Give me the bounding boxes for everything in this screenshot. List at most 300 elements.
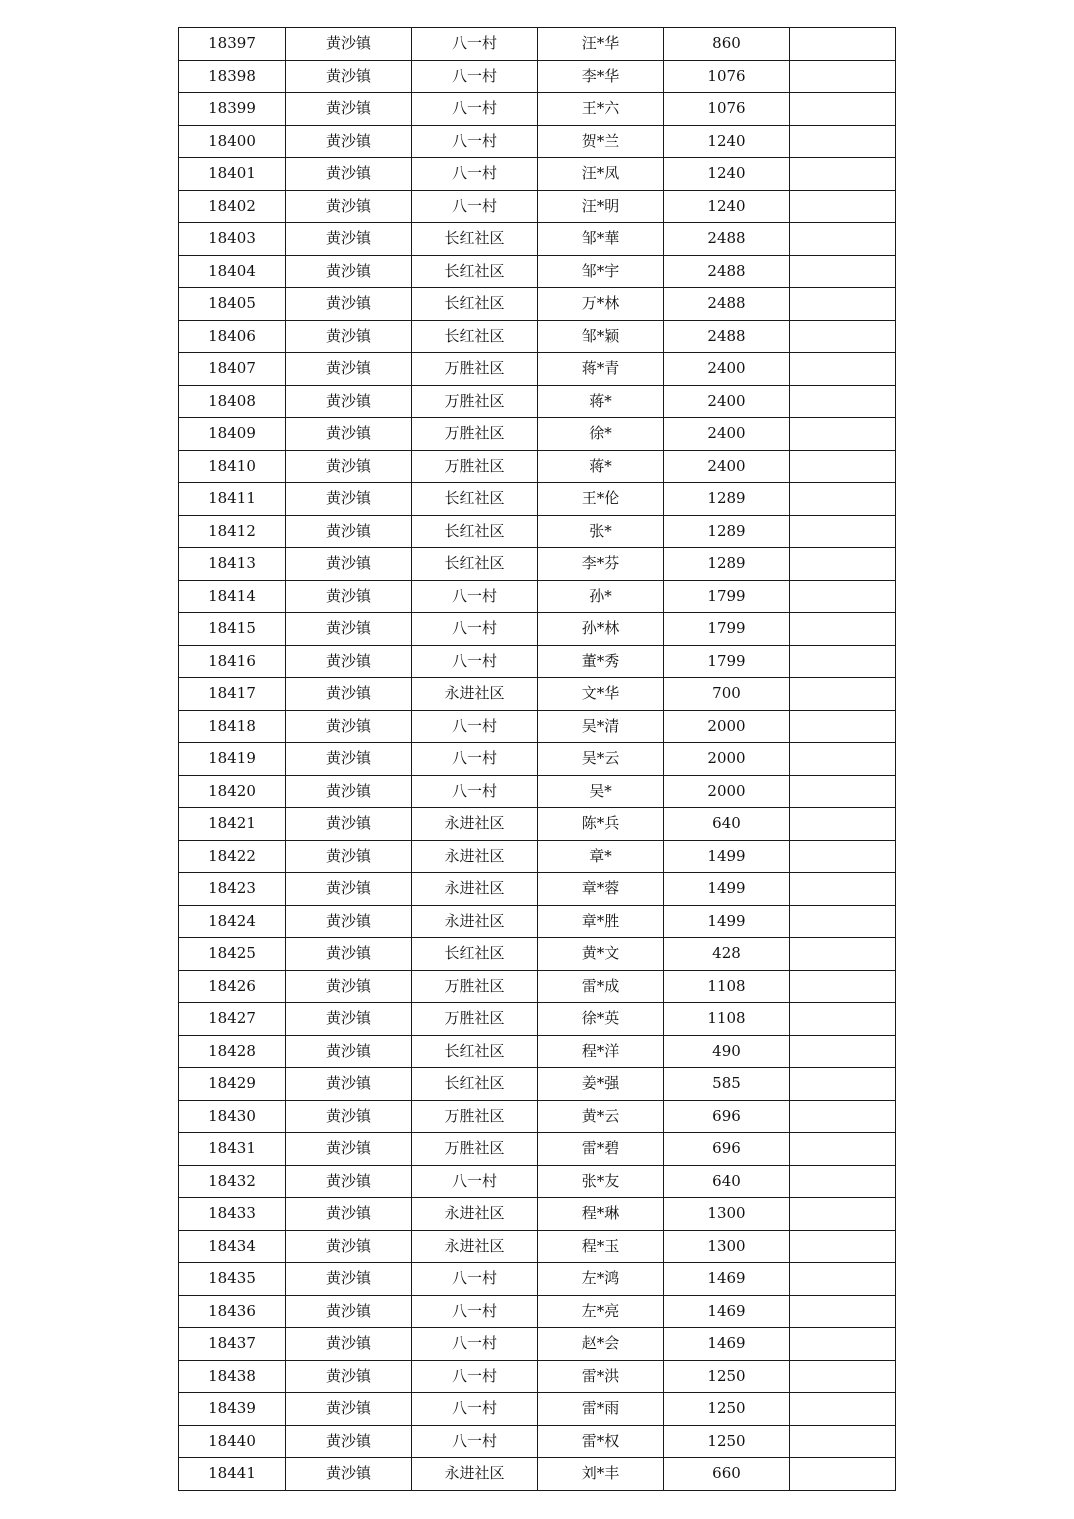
note-cell [790,1360,896,1393]
town-cell: 黄沙镇 [286,1295,412,1328]
serial-number-cell: 18419 [179,743,286,776]
amount-cell: 860 [664,28,790,61]
name-cell: 贺*兰 [538,125,664,158]
table-row [179,1393,896,1426]
table-row [179,1263,896,1296]
amount-cell: 490 [664,1035,790,1068]
serial-number-cell: 18417 [179,678,286,711]
village-cell: 八一村 [412,125,538,158]
village-cell: 永进社区 [412,1198,538,1231]
village-cell: 八一村 [412,645,538,678]
note-cell [790,1458,896,1491]
town-cell: 黄沙镇 [286,28,412,61]
note-cell [790,1328,896,1361]
village-cell: 永进社区 [412,840,538,873]
village-cell: 万胜社区 [412,353,538,386]
table-row [179,1295,896,1328]
name-cell: 邹*宇 [538,255,664,288]
name-cell: 章*胜 [538,905,664,938]
table-row [179,288,896,321]
serial-number-cell: 18428 [179,1035,286,1068]
town-cell: 黄沙镇 [286,320,412,353]
amount-cell: 2000 [664,710,790,743]
town-cell: 黄沙镇 [286,1165,412,1198]
name-cell: 黄*云 [538,1100,664,1133]
serial-number-cell: 18414 [179,580,286,613]
name-cell: 邹*華 [538,223,664,256]
note-cell [790,418,896,451]
table-row [179,450,896,483]
name-cell: 李*芬 [538,548,664,581]
note-cell [790,125,896,158]
records-table-body [179,28,896,1491]
name-cell: 吴*云 [538,743,664,776]
note-cell [790,450,896,483]
serial-number-cell: 18420 [179,775,286,808]
note-cell [790,1230,896,1263]
town-cell: 黄沙镇 [286,190,412,223]
name-cell: 李*华 [538,60,664,93]
table-row [179,970,896,1003]
table-row [179,710,896,743]
town-cell: 黄沙镇 [286,938,412,971]
amount-cell: 660 [664,1458,790,1491]
serial-number-cell: 18415 [179,613,286,646]
note-cell [790,1425,896,1458]
village-cell: 万胜社区 [412,970,538,1003]
note-cell [790,515,896,548]
table-row [179,320,896,353]
name-cell: 蒋* [538,450,664,483]
name-cell: 黄*文 [538,938,664,971]
serial-number-cell: 18427 [179,1003,286,1036]
town-cell: 黄沙镇 [286,255,412,288]
note-cell [790,1133,896,1166]
serial-number-cell: 18435 [179,1263,286,1296]
note-cell [790,938,896,971]
village-cell: 长红社区 [412,515,538,548]
serial-number-cell: 18421 [179,808,286,841]
village-cell: 万胜社区 [412,418,538,451]
table-row [179,158,896,191]
name-cell: 董*秀 [538,645,664,678]
town-cell: 黄沙镇 [286,483,412,516]
village-cell: 八一村 [412,775,538,808]
amount-cell: 1300 [664,1198,790,1231]
amount-cell: 1499 [664,873,790,906]
village-cell: 万胜社区 [412,1100,538,1133]
name-cell: 张* [538,515,664,548]
town-cell: 黄沙镇 [286,1425,412,1458]
village-cell: 八一村 [412,613,538,646]
village-cell: 长红社区 [412,1068,538,1101]
table-row [179,483,896,516]
town-cell: 黄沙镇 [286,385,412,418]
note-cell [790,93,896,126]
town-cell: 黄沙镇 [286,808,412,841]
town-cell: 黄沙镇 [286,645,412,678]
table-row [179,775,896,808]
table-row [179,1035,896,1068]
amount-cell: 700 [664,678,790,711]
town-cell: 黄沙镇 [286,710,412,743]
table-row [179,548,896,581]
town-cell: 黄沙镇 [286,580,412,613]
serial-number-cell: 18437 [179,1328,286,1361]
serial-number-cell: 18397 [179,28,286,61]
amount-cell: 1240 [664,158,790,191]
table-row [179,418,896,451]
table-row [179,1133,896,1166]
serial-number-cell: 18432 [179,1165,286,1198]
note-cell [790,775,896,808]
name-cell: 程*琳 [538,1198,664,1231]
note-cell [790,190,896,223]
amount-cell: 2000 [664,743,790,776]
name-cell: 章* [538,840,664,873]
note-cell [790,1295,896,1328]
town-cell: 黄沙镇 [286,1458,412,1491]
town-cell: 黄沙镇 [286,515,412,548]
village-cell: 长红社区 [412,548,538,581]
name-cell: 文*华 [538,678,664,711]
amount-cell: 2400 [664,450,790,483]
name-cell: 王*伦 [538,483,664,516]
village-cell: 永进社区 [412,1458,538,1491]
serial-number-cell: 18402 [179,190,286,223]
village-cell: 八一村 [412,743,538,776]
name-cell: 邹*颖 [538,320,664,353]
table-row [179,905,896,938]
note-cell [790,60,896,93]
note-cell [790,905,896,938]
name-cell: 汪*华 [538,28,664,61]
table-row [179,645,896,678]
village-cell: 八一村 [412,60,538,93]
serial-number-cell: 18401 [179,158,286,191]
name-cell: 雷*成 [538,970,664,1003]
table-row [179,353,896,386]
town-cell: 黄沙镇 [286,60,412,93]
serial-number-cell: 18413 [179,548,286,581]
name-cell: 万*林 [538,288,664,321]
note-cell [790,710,896,743]
village-cell: 万胜社区 [412,1133,538,1166]
village-cell: 八一村 [412,1425,538,1458]
note-cell [790,678,896,711]
note-cell [790,613,896,646]
amount-cell: 1076 [664,93,790,126]
serial-number-cell: 18411 [179,483,286,516]
town-cell: 黄沙镇 [286,223,412,256]
town-cell: 黄沙镇 [286,288,412,321]
name-cell: 汪*凤 [538,158,664,191]
serial-number-cell: 18405 [179,288,286,321]
village-cell: 八一村 [412,93,538,126]
name-cell: 张*友 [538,1165,664,1198]
serial-number-cell: 18440 [179,1425,286,1458]
table-row [179,1328,896,1361]
table-row [179,938,896,971]
village-cell: 八一村 [412,1165,538,1198]
amount-cell: 2488 [664,255,790,288]
village-cell: 长红社区 [412,1035,538,1068]
town-cell: 黄沙镇 [286,1100,412,1133]
village-cell: 长红社区 [412,223,538,256]
name-cell: 汪*明 [538,190,664,223]
name-cell: 蒋*青 [538,353,664,386]
amount-cell: 1499 [664,840,790,873]
serial-number-cell: 18434 [179,1230,286,1263]
note-cell [790,645,896,678]
note-cell [790,320,896,353]
village-cell: 永进社区 [412,873,538,906]
amount-cell: 1108 [664,970,790,1003]
village-cell: 八一村 [412,28,538,61]
town-cell: 黄沙镇 [286,1133,412,1166]
amount-cell: 1469 [664,1263,790,1296]
note-cell [790,970,896,1003]
name-cell: 章*蓉 [538,873,664,906]
amount-cell: 1250 [664,1393,790,1426]
amount-cell: 1799 [664,580,790,613]
name-cell: 左*鸿 [538,1263,664,1296]
table-row [179,1230,896,1263]
town-cell: 黄沙镇 [286,775,412,808]
name-cell: 姜*强 [538,1068,664,1101]
town-cell: 黄沙镇 [286,613,412,646]
amount-cell: 1240 [664,125,790,158]
serial-number-cell: 18412 [179,515,286,548]
serial-number-cell: 18407 [179,353,286,386]
amount-cell: 1289 [664,548,790,581]
amount-cell: 2400 [664,353,790,386]
name-cell: 孙*林 [538,613,664,646]
village-cell: 八一村 [412,190,538,223]
town-cell: 黄沙镇 [286,93,412,126]
amount-cell: 1289 [664,483,790,516]
name-cell: 雷*权 [538,1425,664,1458]
serial-number-cell: 18408 [179,385,286,418]
amount-cell: 2400 [664,385,790,418]
village-cell: 八一村 [412,1393,538,1426]
village-cell: 长红社区 [412,483,538,516]
town-cell: 黄沙镇 [286,1230,412,1263]
serial-number-cell: 18431 [179,1133,286,1166]
name-cell: 程*玉 [538,1230,664,1263]
village-cell: 长红社区 [412,255,538,288]
village-cell: 永进社区 [412,678,538,711]
note-cell [790,1068,896,1101]
table-row [179,223,896,256]
serial-number-cell: 18410 [179,450,286,483]
name-cell: 徐*英 [538,1003,664,1036]
serial-number-cell: 18416 [179,645,286,678]
village-cell: 永进社区 [412,905,538,938]
note-cell [790,223,896,256]
table-row [179,1100,896,1133]
table-row [179,840,896,873]
serial-number-cell: 18441 [179,1458,286,1491]
village-cell: 万胜社区 [412,450,538,483]
table-row [179,93,896,126]
amount-cell: 2000 [664,775,790,808]
note-cell [790,808,896,841]
note-cell [790,1165,896,1198]
town-cell: 黄沙镇 [286,1393,412,1426]
table-row [179,873,896,906]
village-cell: 长红社区 [412,288,538,321]
amount-cell: 1240 [664,190,790,223]
town-cell: 黄沙镇 [286,1263,412,1296]
amount-cell: 585 [664,1068,790,1101]
town-cell: 黄沙镇 [286,840,412,873]
table-row [179,190,896,223]
village-cell: 万胜社区 [412,385,538,418]
name-cell: 雷*雨 [538,1393,664,1426]
note-cell [790,840,896,873]
village-cell: 八一村 [412,1263,538,1296]
amount-cell: 1499 [664,905,790,938]
village-cell: 八一村 [412,1328,538,1361]
table-row [179,60,896,93]
town-cell: 黄沙镇 [286,743,412,776]
amount-cell: 2400 [664,418,790,451]
table-row [179,28,896,61]
serial-number-cell: 18398 [179,60,286,93]
note-cell [790,1003,896,1036]
village-cell: 八一村 [412,710,538,743]
note-cell [790,1198,896,1231]
town-cell: 黄沙镇 [286,353,412,386]
name-cell: 蒋* [538,385,664,418]
town-cell: 黄沙镇 [286,1035,412,1068]
note-cell [790,1393,896,1426]
note-cell [790,255,896,288]
town-cell: 黄沙镇 [286,1360,412,1393]
name-cell: 左*亮 [538,1295,664,1328]
table-row [179,515,896,548]
serial-number-cell: 18424 [179,905,286,938]
name-cell: 雷*碧 [538,1133,664,1166]
note-cell [790,483,896,516]
note-cell [790,1263,896,1296]
village-cell: 长红社区 [412,320,538,353]
amount-cell: 1300 [664,1230,790,1263]
note-cell [790,288,896,321]
serial-number-cell: 18433 [179,1198,286,1231]
serial-number-cell: 18430 [179,1100,286,1133]
amount-cell: 1799 [664,613,790,646]
amount-cell: 2488 [664,223,790,256]
village-cell: 永进社区 [412,808,538,841]
name-cell: 刘*丰 [538,1458,664,1491]
serial-number-cell: 18429 [179,1068,286,1101]
village-cell: 永进社区 [412,1230,538,1263]
note-cell [790,353,896,386]
name-cell: 孙* [538,580,664,613]
name-cell: 程*洋 [538,1035,664,1068]
village-cell: 长红社区 [412,938,538,971]
town-cell: 黄沙镇 [286,450,412,483]
amount-cell: 1108 [664,1003,790,1036]
table-row [179,808,896,841]
town-cell: 黄沙镇 [286,1068,412,1101]
town-cell: 黄沙镇 [286,678,412,711]
note-cell [790,158,896,191]
serial-number-cell: 18436 [179,1295,286,1328]
amount-cell: 2488 [664,320,790,353]
note-cell [790,385,896,418]
amount-cell: 1289 [664,515,790,548]
town-cell: 黄沙镇 [286,873,412,906]
town-cell: 黄沙镇 [286,158,412,191]
name-cell: 赵*会 [538,1328,664,1361]
town-cell: 黄沙镇 [286,418,412,451]
town-cell: 黄沙镇 [286,1328,412,1361]
table-row [179,1458,896,1491]
amount-cell: 1076 [664,60,790,93]
table-row [179,613,896,646]
serial-number-cell: 18422 [179,840,286,873]
name-cell: 吴*清 [538,710,664,743]
table-row [179,125,896,158]
records-table [178,27,896,1491]
table-row [179,1003,896,1036]
serial-number-cell: 18404 [179,255,286,288]
serial-number-cell: 18439 [179,1393,286,1426]
serial-number-cell: 18406 [179,320,286,353]
table-row [179,1165,896,1198]
amount-cell: 1250 [664,1425,790,1458]
amount-cell: 1799 [664,645,790,678]
table-row [179,1360,896,1393]
table-row [179,255,896,288]
note-cell [790,1100,896,1133]
name-cell: 徐* [538,418,664,451]
note-cell [790,1035,896,1068]
table-row [179,385,896,418]
serial-number-cell: 18399 [179,93,286,126]
amount-cell: 640 [664,808,790,841]
table-row [179,1425,896,1458]
amount-cell: 1469 [664,1295,790,1328]
serial-number-cell: 18426 [179,970,286,1003]
village-cell: 八一村 [412,1360,538,1393]
table-row [179,678,896,711]
name-cell: 吴* [538,775,664,808]
note-cell [790,548,896,581]
town-cell: 黄沙镇 [286,125,412,158]
amount-cell: 2488 [664,288,790,321]
town-cell: 黄沙镇 [286,905,412,938]
town-cell: 黄沙镇 [286,548,412,581]
village-cell: 万胜社区 [412,1003,538,1036]
table-row [179,1068,896,1101]
village-cell: 八一村 [412,580,538,613]
serial-number-cell: 18425 [179,938,286,971]
note-cell [790,580,896,613]
town-cell: 黄沙镇 [286,1198,412,1231]
name-cell: 王*六 [538,93,664,126]
serial-number-cell: 18403 [179,223,286,256]
name-cell: 陈*兵 [538,808,664,841]
amount-cell: 428 [664,938,790,971]
serial-number-cell: 18418 [179,710,286,743]
serial-number-cell: 18423 [179,873,286,906]
amount-cell: 640 [664,1165,790,1198]
amount-cell: 1250 [664,1360,790,1393]
